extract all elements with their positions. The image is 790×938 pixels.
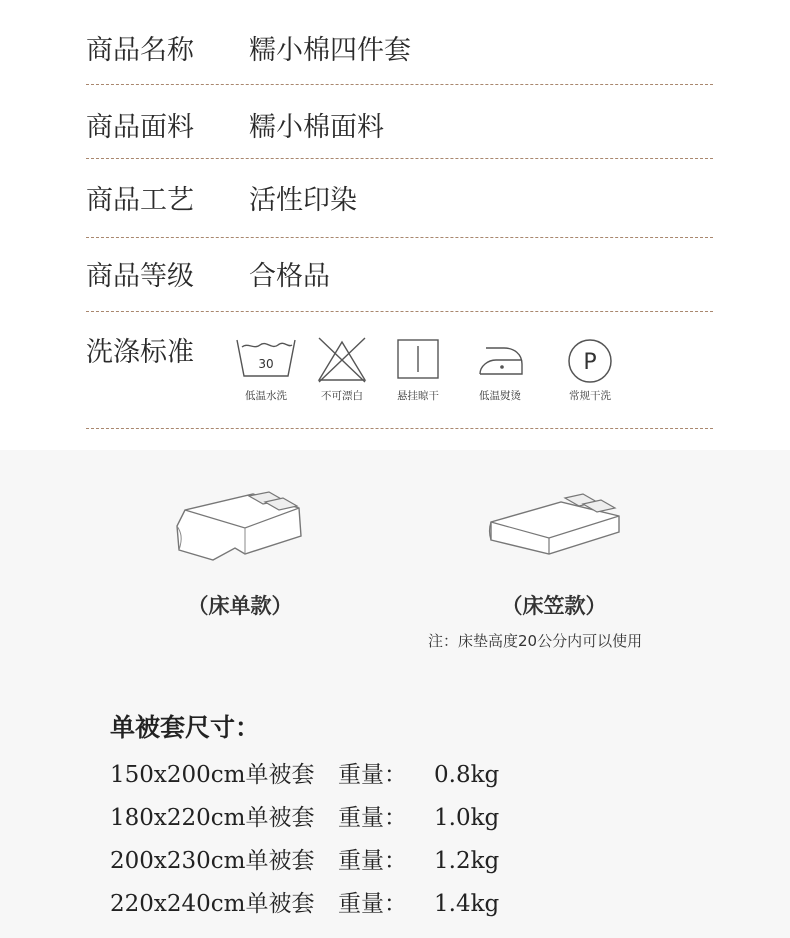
care-item-hang-dry bbox=[378, 336, 458, 403]
spec-value: 糯小棉面料 bbox=[249, 112, 384, 143]
divider bbox=[86, 84, 713, 85]
weight-value: 1.2kg bbox=[434, 848, 500, 874]
flat-sheet-bed-icon bbox=[165, 486, 315, 566]
size-spec: 220x240cm单被套 bbox=[110, 891, 315, 917]
bed-label: （床单款） bbox=[187, 594, 293, 618]
dry-clean-letter: P bbox=[583, 350, 597, 375]
care-caption: 不可漂白 bbox=[321, 390, 363, 402]
care-item-no-bleach bbox=[302, 336, 382, 403]
dry-clean-p-icon bbox=[565, 336, 615, 384]
spec-label: 商品面料 bbox=[86, 112, 194, 143]
divider bbox=[86, 428, 713, 429]
size-title: 单被套尺寸： bbox=[110, 713, 261, 742]
no-bleach-icon bbox=[315, 336, 369, 384]
care-caption: 常规干洗 bbox=[569, 390, 611, 402]
fitted-sheet-bed-icon bbox=[479, 486, 629, 566]
divider bbox=[86, 311, 713, 312]
spec-label: 商品工艺 bbox=[86, 185, 194, 216]
size-row bbox=[110, 842, 499, 875]
bed-option-fitted bbox=[474, 486, 634, 620]
weight-label: 重量： bbox=[338, 848, 407, 874]
care-label: 洗涤标准 bbox=[86, 337, 194, 368]
weight-label: 重量： bbox=[338, 762, 407, 788]
size-spec: 150x200cm单被套 bbox=[110, 762, 315, 788]
mattress-note: 注：床垫高度20公分内可以使用 bbox=[428, 632, 643, 650]
size-spec: 200x230cm单被套 bbox=[110, 848, 315, 874]
weight-value: 0.8kg bbox=[434, 762, 500, 788]
bed-label: （床笠款） bbox=[501, 594, 607, 618]
care-item-dry-clean bbox=[550, 336, 630, 403]
spec-label: 商品等级 bbox=[86, 261, 194, 292]
size-row bbox=[110, 885, 499, 918]
spec-value: 糯小棉四件套 bbox=[249, 35, 411, 66]
divider bbox=[86, 158, 713, 159]
care-item-wash bbox=[226, 336, 306, 403]
spec-section bbox=[0, 0, 790, 450]
weight-value: 1.0kg bbox=[434, 805, 500, 831]
weight-label: 重量： bbox=[338, 805, 407, 831]
weight-value: 1.4kg bbox=[434, 891, 500, 917]
size-spec: 180x220cm单被套 bbox=[110, 805, 315, 831]
hang-dry-icon bbox=[396, 336, 440, 380]
weight-label: 重量： bbox=[338, 891, 407, 917]
size-row bbox=[110, 756, 499, 789]
divider bbox=[86, 237, 713, 238]
spec-value: 活性印染 bbox=[249, 185, 357, 216]
spec-label: 商品名称 bbox=[86, 35, 194, 66]
bed-option-flat bbox=[160, 486, 320, 620]
wash-30-icon bbox=[234, 336, 298, 380]
care-caption: 低温水洗 bbox=[245, 390, 287, 402]
bed-section bbox=[0, 450, 790, 938]
wash-temp-number: 30 bbox=[258, 357, 274, 371]
spec-value: 合格品 bbox=[249, 261, 330, 292]
size-row bbox=[110, 799, 499, 832]
care-caption: 悬挂晾干 bbox=[397, 390, 439, 402]
low-iron-icon bbox=[474, 336, 526, 380]
care-item-low-iron bbox=[460, 336, 540, 403]
care-caption: 低温熨烫 bbox=[479, 390, 521, 402]
care-icons bbox=[234, 336, 634, 416]
